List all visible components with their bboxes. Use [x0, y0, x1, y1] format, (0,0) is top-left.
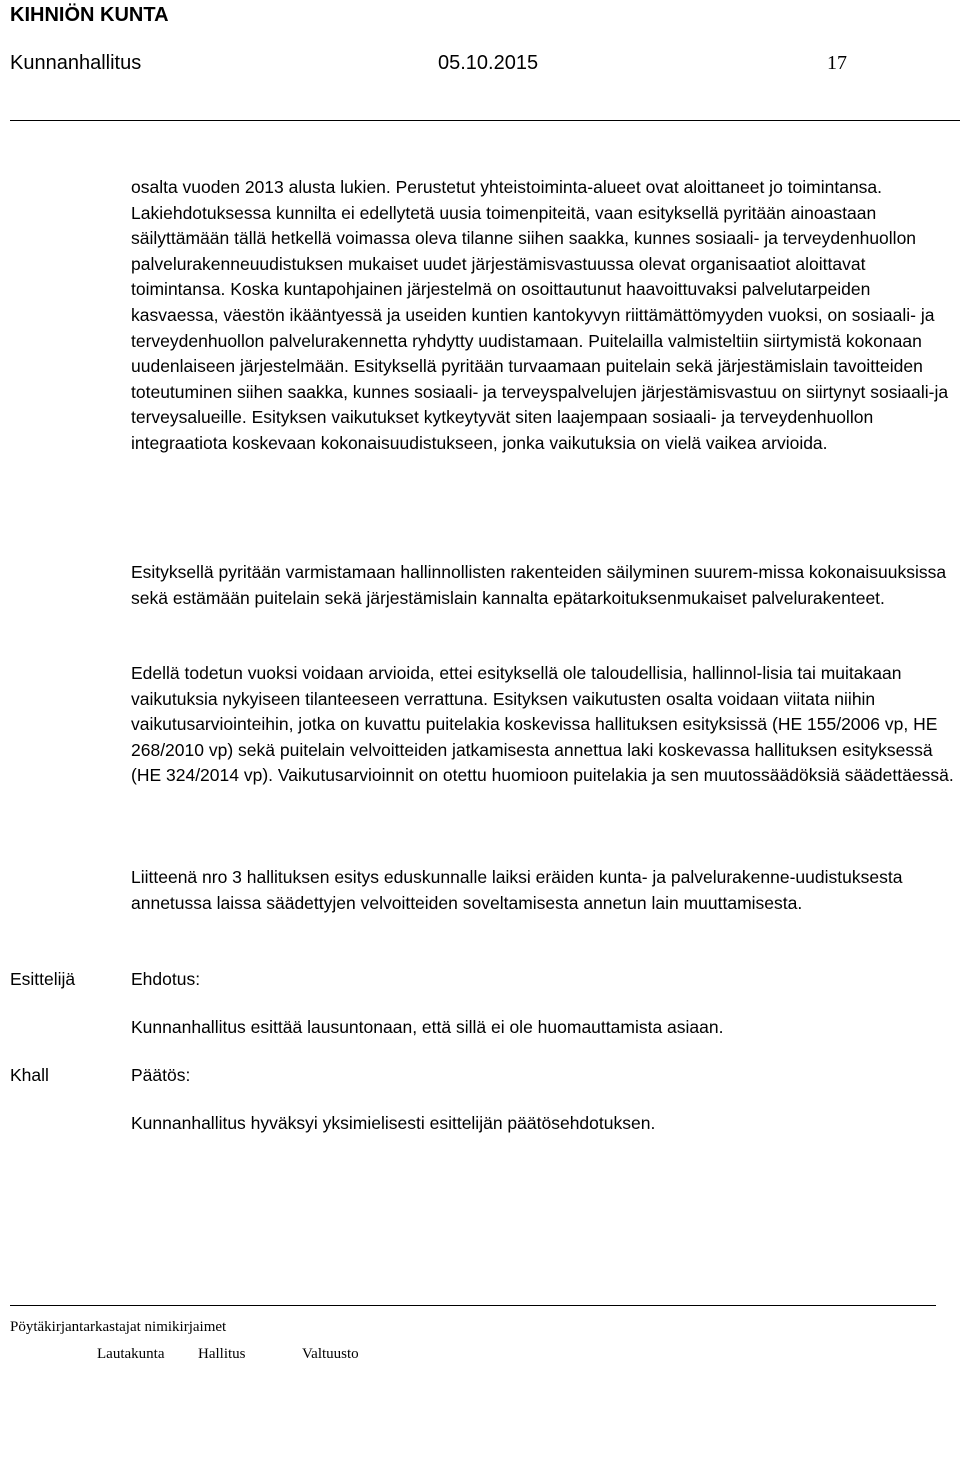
footer-item-hallitus: Hallitus — [198, 1346, 246, 1362]
organization-name: KIHNIÖN KUNTA — [10, 4, 169, 26]
decision-text: Kunnanhallitus hyväksyi yksimielisesti esittelijän päätösehdotuksen. — [131, 1113, 656, 1133]
decision-heading: Päätös: — [131, 1065, 191, 1085]
body-paragraph: osalta vuoden 2013 alusta lukien. Perustetut yhteistoiminta-alueet ovat aloittaneet jo toimintansa. Lakiehdotuksessa kunnilta ei edellytetä uusia toimenpiteitä, vaan esityksellä pyritään ainoastaan säilyttämään tällä hetkellä voimassa oleva tilanne siihen saakka, kunnes sosiaali- ja terveydenhuollon palvelurakenneuudistuksen mukaiset uudet järjestämisvastuussa olevat organisaatiot aloittavat toimintansa. Koska kuntapohjainen järjestelmä on osoittautunut haavoittuvaksi palvelutarpeiden kasvaessa, väestön ikääntyessä ja useiden kuntien kantokyvyn riittämättömyyden vuoksi, on sosiaali- ja terveydenhuollon palvelurakennetta ryhdytty uudistamaan. Puitelailla valmisteltiin siirtymistä kokonaan uudenlaiseen järjestelmään. Esityksellä pyritään turvaamaan puitelain sekä järjestämislain tavoitteiden toteutuminen siihen saakka, kunnes sosiaali- ja terveyspalvelujen järjestämisvastuu on siirtynyt sosiaali-ja terveysalueille. Esityksen vaikutukset kytkeytyvät siten laajempaan sosiaali- ja terveydenhuollon integraatiota koskevaan kokonaisuudistukseen, jonka vaikutuksia on vielä vaikea arvioida. — [131, 177, 949, 453]
footer-divider — [10, 1305, 936, 1306]
body-paragraph: Esityksellä pyritään varmistamaan hallinnollisten rakenteiden säilyminen suurem-missa kokonaisuuksissa sekä estämään puitelain sekä järjestämislain kannalta epätarkoituksenmukaiset palvelurakenteet. — [131, 562, 947, 608]
footer-item-valtuusto: Valtuusto — [302, 1346, 359, 1362]
meeting-body: Kunnanhallitus — [10, 52, 142, 74]
body-paragraph: Edellä todetun vuoksi voidaan arvioida, ettei esityksellä ole taloudellisia, hallinnol-lisia tai muitakaan vaikutuksia nykyiseen tilanteeseen verrattuna. Esityksen vaikutusten osalta voidaan viitata niihin vaikutusarviointeihin, jotka on kuvattu puitelakia koskevissa hallituksen esityksissä (HE 155/2006 vp, HE 268/2010 vp) sekä puitelain velvoitteiden jatkamisesta annettua laki koskevassa hallituksen esityksessä (HE 324/2014 vp). Vaikutusarvioinnit on otettu huomioon puitelakia ja sen muutossäädöksiä säädettäessä. — [131, 663, 954, 786]
proposal-text: Kunnanhallitus esittää lausuntonaan, että sillä ei ole huomauttamista asiaan. — [131, 1017, 724, 1037]
page-number: 17 — [827, 52, 847, 74]
body-paragraph: Liitteenä nro 3 hallituksen esitys eduskunnalle laiksi eräiden kunta- ja palvelurakenne-uudistuksesta annetussa laissa säädettyjen velvoitteiden soveltamisesta annetun lain muuttamisesta. — [131, 867, 903, 913]
header-divider — [10, 120, 960, 121]
presenter-label: Esittelijä — [10, 969, 76, 989]
footer-item-lautakunta: Lautakunta — [97, 1346, 165, 1362]
decision-body-label: Khall — [10, 1065, 49, 1085]
meeting-date: 05.10.2015 — [438, 52, 539, 74]
footer-title: Pöytäkirjantarkastajat nimikirjaimet — [10, 1319, 227, 1335]
proposal-heading: Ehdotus: — [131, 969, 201, 989]
